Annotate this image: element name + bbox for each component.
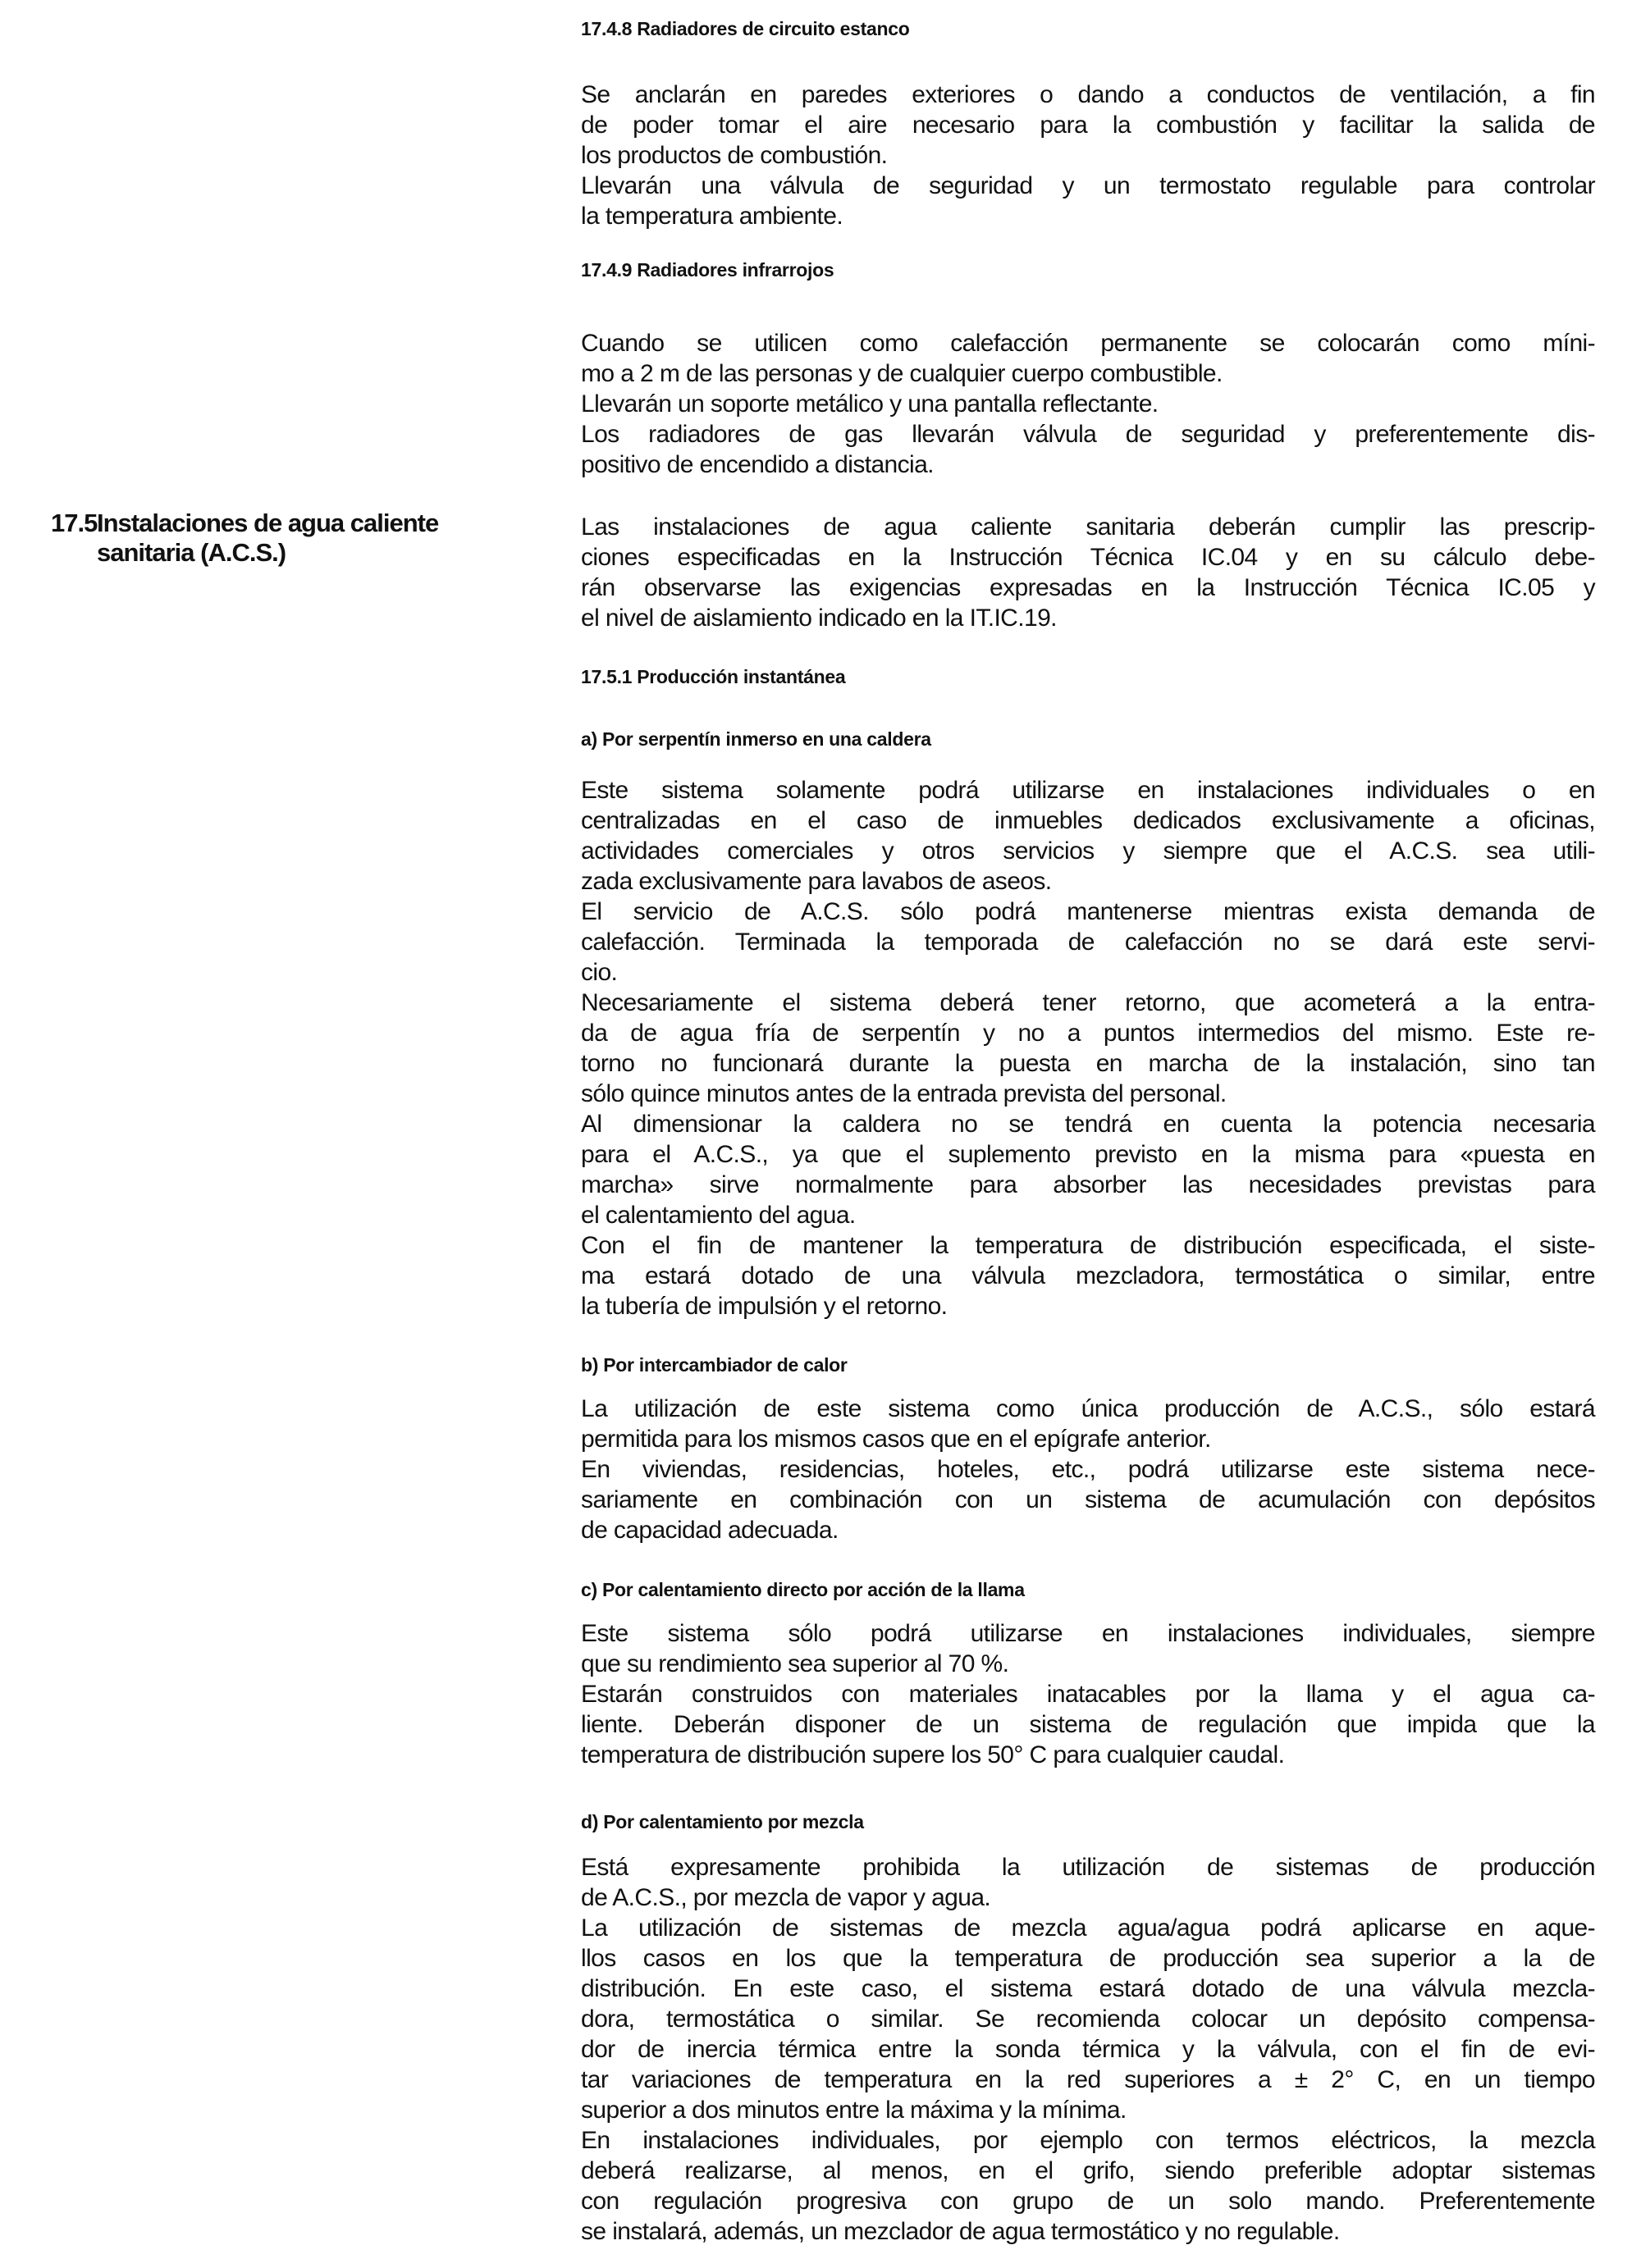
- text-line: tar variaciones de temperatura en la red superiores a ± 2° C, en un tiempo: [581, 2066, 1595, 2093]
- text-line: dora, termostática o similar. Se recomienda colocar un depósito compensa-: [581, 2006, 1595, 2033]
- text-line: torno no funcionará durante la puesta en marcha de la instalación, sino tan: [581, 1050, 1595, 1077]
- text-line: temperatura de distribución supere los 50° C para cualquier caudal.: [581, 1741, 1285, 1768]
- text-line: Llevarán un soporte metálico y una pantalla reflectante.: [581, 390, 1159, 418]
- text-line: liente. Deberán disponer de un sistema de regulación que impida que la: [581, 1711, 1595, 1738]
- text-line: distribución. En este caso, el sistema estará dotado de una válvula mezcla-: [581, 1975, 1595, 2002]
- text-line: Al dimensionar la caldera no se tendrá en cuenta la potencia necesaria: [581, 1111, 1595, 1138]
- paragraph-radiadores-estanco: [581, 80, 1595, 231]
- heading-17-5-1: 17.5.1 Producción instantánea: [581, 666, 846, 687]
- text-line: la temperatura ambiente.: [581, 203, 843, 230]
- heading-a: a) Por serpentín inmerso en una caldera: [581, 728, 931, 750]
- paragraph-acs-intro: [581, 512, 1595, 633]
- text-line: En instalaciones individuales, por ejemplo con termos eléctricos, la mezcla: [581, 2127, 1595, 2154]
- text-line: con regulación progresiva con grupo de un solo mando. Preferentemente: [581, 2188, 1595, 2215]
- text-line: El servicio de A.C.S. sólo podrá mantenerse mientras exista demanda de: [581, 898, 1595, 925]
- text-line: mo a 2 m de las personas y de cualquier cuerpo combustible.: [581, 360, 1223, 387]
- text-line: Con el fin de mantener la temperatura de distribución especificada, el siste-: [581, 1232, 1595, 1259]
- text-line: dor de inercia térmica entre la sonda térmica y la válvula, con el fin de evi-: [581, 2036, 1595, 2063]
- paragraph-d: [581, 1852, 1595, 2247]
- text-line: actividades comerciales y otros servicios y siempre que el A.C.S. sea utili-: [581, 837, 1595, 865]
- text-line: cio.: [581, 959, 618, 986]
- text-line: el nivel de aislamiento indicado en la IT.IC.19.: [581, 605, 1057, 632]
- heading-c: c) Por calentamiento directo por acción de la llama: [581, 1579, 1025, 1600]
- text-line: Necesariamente el sistema deberá tener retorno, que acometerá a la entra-: [581, 989, 1595, 1016]
- text-line: para el A.C.S., ya que el suplemento previsto en la misma para «puesta en: [581, 1141, 1595, 1168]
- text-line: ma estará dotado de una válvula mezcladora, termostática o similar, entre: [581, 1262, 1595, 1289]
- paragraph-a: [581, 775, 1595, 1321]
- heading-17-4-8: 17.4.8 Radiadores de circuito estanco: [581, 18, 910, 39]
- text-line: Este sistema sólo podrá utilizarse en instalaciones individuales, siempre: [581, 1620, 1595, 1647]
- text-line: llos casos en los que la temperatura de producción sea superior a la de: [581, 1945, 1595, 1972]
- text-line: da de agua fría de serpentín y no a puntos intermedios del mismo. Este re-: [581, 1020, 1595, 1047]
- text-line: Estarán construidos con materiales inatacables por la llama y el agua ca-: [581, 1681, 1595, 1708]
- text-line: La utilización de sistemas de mezcla agua/agua podrá aplicarse en aque-: [581, 1914, 1595, 1942]
- heading-b: b) Por intercambiador de calor: [581, 1354, 848, 1376]
- text-line: sariamente en combinación con un sistema de acumulación con depósitos: [581, 1486, 1595, 1513]
- text-line: permitida para los mismos casos que en el epígrafe anterior.: [581, 1426, 1211, 1453]
- text-line: que su rendimiento sea superior al 70 %.: [581, 1650, 1009, 1677]
- text-line: de A.C.S., por mezcla de vapor y agua.: [581, 1884, 991, 1911]
- text-line: deberá realizarse, al menos, en el grifo, siendo preferible adoptar sistemas: [581, 2157, 1595, 2184]
- paragraph-c: [581, 1618, 1595, 1770]
- text-line: ciones especificadas en la Instrucción Técnica IC.04 y en su cálculo debe-: [581, 544, 1595, 571]
- text-line: sólo quince minutos antes de la entrada prevista del personal.: [581, 1080, 1227, 1107]
- paragraph-radiadores-infrarrojos: [581, 328, 1595, 480]
- paragraph-b: [581, 1394, 1595, 1545]
- section-title-line2: sanitaria (A.C.S.): [97, 538, 286, 567]
- text-line: Se anclarán en paredes exteriores o dando a conductos de ventilación, a fin: [581, 81, 1595, 108]
- text-line: En viviendas, residencias, hoteles, etc., podrá utilizarse este sistema nece-: [581, 1456, 1595, 1483]
- text-line: centralizadas en el caso de inmuebles dedicados exclusivamente a oficinas,: [581, 807, 1595, 834]
- text-line: calefacción. Terminada la temporada de calefacción no se dará este servi-: [581, 929, 1595, 956]
- section-heading-17-5: [51, 509, 438, 568]
- text-line: la tubería de impulsión y el retorno.: [581, 1293, 948, 1320]
- text-line: La utilización de este sistema como única producción de A.C.S., sólo estará: [581, 1395, 1595, 1422]
- heading-d: d) Por calentamiento por mezcla: [581, 1811, 864, 1832]
- text-line: de poder tomar el aire necesario para la combustión y facilitar la salida de: [581, 112, 1595, 139]
- heading-17-4-9: 17.4.9 Radiadores infrarrojos: [581, 259, 834, 281]
- text-line: Las instalaciones de agua caliente sanitaria deberán cumplir las prescrip-: [581, 513, 1595, 541]
- text-line: Cuando se utilicen como calefacción permanente se colocarán como míni-: [581, 330, 1595, 357]
- text-line: positivo de encendido a distancia.: [581, 451, 934, 478]
- text-line: Los radiadores de gas llevarán válvula de seguridad y preferentemente dis-: [581, 421, 1595, 448]
- text-line: zada exclusivamente para lavabos de aseos.: [581, 868, 1052, 895]
- text-line: los productos de combustión.: [581, 142, 888, 169]
- text-line: el calentamiento del agua.: [581, 1202, 856, 1229]
- text-line: se instalará, además, un mezclador de agua termostático y no regulable.: [581, 2218, 1340, 2245]
- text-line: Este sistema solamente podrá utilizarse en instalaciones individuales o en: [581, 777, 1595, 804]
- text-line: Está expresamente prohibida la utilización de sistemas de producción: [581, 1854, 1595, 1881]
- text-line: superior a dos minutos entre la máxima y la mínima.: [581, 2097, 1127, 2124]
- text-line: marcha» sirve normalmente para absorber las necesidades previstas para: [581, 1171, 1595, 1198]
- section-title-line1: Instalaciones de agua caliente: [97, 509, 439, 537]
- text-line: Llevarán una válvula de seguridad y un termostato regulable para controlar: [581, 172, 1595, 199]
- text-line: de capacidad adecuada.: [581, 1517, 839, 1544]
- section-number: 17.5: [51, 509, 98, 537]
- text-line: rán observarse las exigencias expresadas en la Instrucción Técnica IC.05 y: [581, 574, 1595, 601]
